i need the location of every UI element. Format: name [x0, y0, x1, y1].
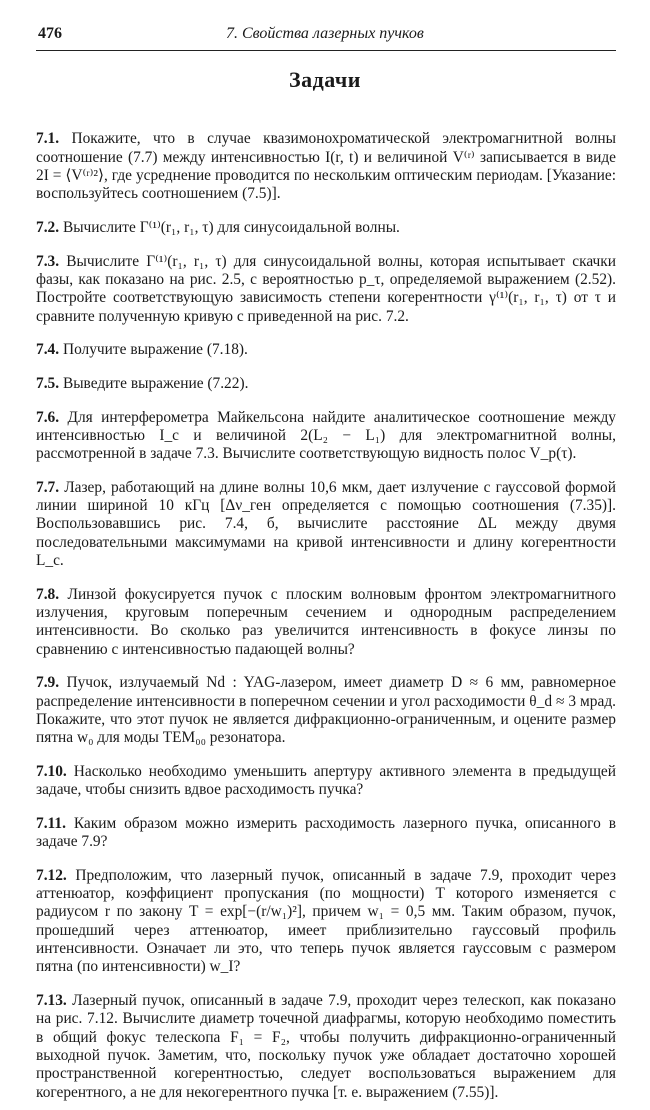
problem-list — [36, 115, 616, 1110]
problem-item — [36, 409, 616, 464]
problem-text: Линзой фокусируется пучок с плоским волновым фронтом электромагнитного излучения, круговым поперечным сечением и однородным распределением интенсивности. Во сколько раз увеличится интенсивность в фокусе линзы по сравнению с интенсивностью падающей волны? — [36, 585, 616, 658]
problem-number: 7.7. — [36, 478, 60, 496]
problem-item — [36, 763, 616, 800]
problem-text: Вычислите Γ⁽¹⁾(r₁, r₁, τ) для синусоидальной волны, которая испытывает скачки фазы, как показано на рис. 2.5, с вероятностью p_τ, определяемой выражением (2.52). Постройте соответствующую зависимость степени когерентности γ⁽¹⁾(r₁, r₁, τ) от τ и сравните полученную кривую с приведенной на рис. 7.2. — [36, 252, 616, 325]
section-title: Задачи — [289, 67, 361, 92]
problem-number: 7.8. — [36, 585, 60, 603]
problem-number: 7.2. — [36, 218, 60, 236]
problem-text: Пучок, излучаемый Nd : YAG-лазером, имеет диаметр D ≈ 6 мм, равномерное распределение интенсивности в поперечном сечении и угол расходимости θ_d ≈ 3 мрад. Покажите, что этот пучок не является дифракционно-ограниченным, и оцените размер пятна w₀ для моды TEM₀₀ резонатора. — [36, 674, 616, 747]
problem-item — [36, 130, 616, 203]
problem-text: Каким образом можно измерить расходимость лазерного пучка, описанного в задаче 7.9? — [36, 814, 616, 851]
problem-number: 7.6. — [36, 408, 60, 426]
problem-text: Лазер, работающий на длине волны 10,6 мкм, дает излучение с гауссовой формой линии шириной 10 кГц [Δν_ген определяется с помощью соотношения (7.35)]. Воспользовавшись рис. 7.4, б, вычислите расстояние ΔL между двумя последовательными максимумами на кривой интенсивности и длину когерентности L_c. — [36, 478, 616, 570]
problem-text: Покажите, что в случае квазимонохроматической электромагнитной волны соотношение (7.7) между интенсивностью I(r, t) и величиной V⁽ʳ⁾ записывается в виде 2I = ⟨V⁽ʳ⁾²⟩, где усреднение проводится по нескольким оптическим периодам. [Указание: воспользуйтесь соотношением (7.5)]. — [36, 130, 616, 203]
problem-item — [36, 479, 616, 570]
problem-item — [36, 867, 616, 977]
problem-number: 7.11. — [36, 814, 66, 832]
problem-item — [36, 674, 616, 747]
problem-number: 7.4. — [36, 341, 60, 359]
problem-item — [36, 992, 616, 1102]
problem-item — [36, 341, 616, 359]
problem-item — [36, 253, 616, 326]
problem-text: Выведите выражение (7.22). — [62, 374, 249, 392]
problem-number: 7.10. — [36, 762, 67, 780]
problem-text: Насколько необходимо уменьшить апертуру активного элемента в предыдущей задаче, чтобы снизить вдвое расходимость пучка? — [36, 762, 616, 799]
problem-text: Получите выражение (7.18). — [62, 341, 248, 359]
problem-text: Лазерный пучок, описанный в задаче 7.9, проходит через телескоп, как показано на рис. 7.12. Вычислите диаметр точечной диафрагмы, которую необходимо поместить в общий фокус телескопа F₁ = F₂, чтобы получить дифракционно-ограниченный выходной пучок. Заметим, что, поскольку пучок уже обладает достаточно хорошей пространственной когерентностью, следует воспользоваться выражением для когерентного, а не для некогерентного пучка [т. е. выражением (7.55)]. — [36, 992, 616, 1101]
problem-text: Для интерферометра Майкельсона найдите аналитическое соотношение между интенсивностью I_c и величиной 2(L₂ − L₁) для электромагнитной волны, рассмотренной в задаче 7.3. Вычислите соответствующую видность полос V_p(τ). — [36, 408, 616, 463]
problem-item — [36, 219, 616, 237]
problem-text: Вычислите Γ⁽¹⁾(r₁, r₁, τ) для синусоидальной волны. — [62, 218, 400, 236]
running-header — [36, 20, 616, 51]
problem-item — [36, 586, 616, 659]
problem-item — [36, 375, 616, 393]
problem-number: 7.12. — [36, 866, 67, 884]
problem-number: 7.3. — [36, 252, 60, 270]
problem-number: 7.5. — [36, 374, 60, 392]
page-number: 476 — [38, 25, 62, 42]
problem-number: 7.13. — [36, 992, 67, 1010]
problem-number: 7.1. — [36, 130, 60, 148]
problem-number: 7.9. — [36, 674, 60, 692]
problem-text: Предположим, что лазерный пучок, описанный в задаче 7.9, проходит через аттенюатор, коэффициент пропускания (по мощности) T которого изменяется с радиусом r по закону T = exp[−(r/w₁)²], причем w₁ = 0,5 мм. Таким образом, пучок, прошедший через аттенюатор, имеет приблизительно гауссовый профиль интенсивности. Означает ли это, что теперь пучок является гауссовым с размером пятна (по интенсивности) w_I? — [36, 866, 616, 976]
problem-item — [36, 815, 616, 852]
running-title: 7. Свойства лазерных пучков — [226, 25, 424, 42]
